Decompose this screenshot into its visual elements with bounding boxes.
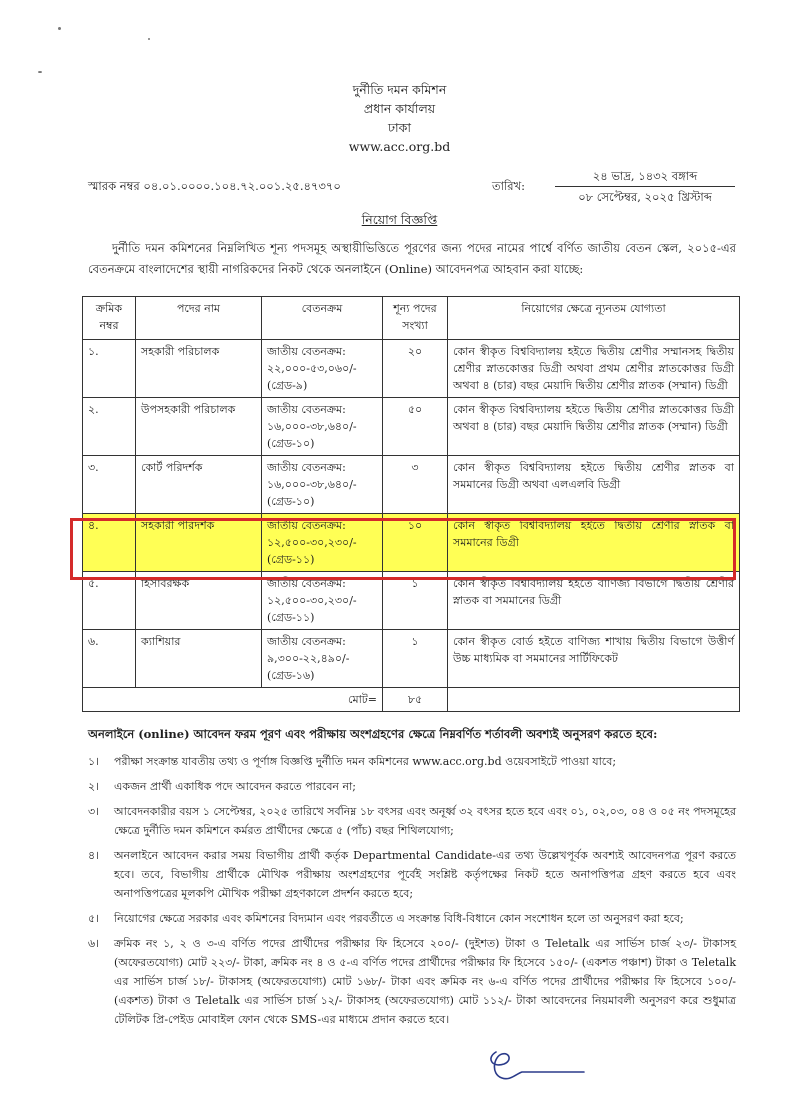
cell-scale: জাতীয় বেতনক্রম: ১২,৫০০-৩০,২৩০/- (গ্রেড-১১) bbox=[262, 514, 383, 572]
condition-number: ১। bbox=[88, 755, 100, 768]
scan-speck bbox=[38, 71, 42, 73]
condition-text: অনলাইনে আবেদন করার সময় বিভাগীয় প্রার্থী কর্তৃক Departmental Candidate-এর তথ্য উল্লেখপূর্বক অবশ্যই আবেদনপত্র পূরণ করতে হবে। তবে, বিভাগীয় প্রার্থীকে মৌখিক পরীক্ষায় অংশগ্রহণের পূর্বেই সংশ্লিষ্ট কর্তৃপক্ষের নিকট হতে অনাপত্তিপত্র গ্রহণ করতে হবে এবং অনাপত্তিপত্রের মূলকপি মৌখিক পরীক্ষা গ্রহণকালে প্রদর্শন করতে হবে; bbox=[114, 849, 736, 900]
condition-item bbox=[88, 752, 736, 771]
cell-qualification: কোন স্বীকৃত বিশ্ববিদ্যালয় হইতে দ্বিতীয় শ্রেণীর স্নাতক বা সমমানের ডিগ্রী bbox=[448, 514, 740, 572]
table-header-row bbox=[83, 297, 740, 340]
cell-qualification: কোন স্বীকৃত বিশ্ববিদ্যালয় হইতে দ্বিতীয় শ্রেণীর সম্মানসহ দ্বিতীয় শ্রেণীর স্নাতকোত্তর ডিগ্রী অথবা প্রথম শ্রেণীর স্নাতকোত্তর ডিগ্রী অথবা ৪ (চার) বছর মেয়াদি দ্বিতীয় শ্রেণীর স্নাতক (সম্মান) ডিগ্রী bbox=[448, 340, 740, 398]
vacancy-table bbox=[82, 296, 740, 712]
cell-qualification: কোন স্বীকৃত বিশ্ববিদ্যালয় হইতে দ্বিতীয় শ্রেণীর স্নাতক বা সমমানের ডিগ্রী অথবা এলএলবি ডিগ্রী bbox=[448, 456, 740, 514]
header-vacancy: শূন্য পদের সংখ্যা bbox=[383, 297, 448, 340]
date-block bbox=[555, 166, 735, 207]
header-scale: বেতনক্রম bbox=[262, 297, 383, 340]
cell-post: ক্যাশিয়ার bbox=[136, 630, 262, 688]
cell-vacancy: ২০ bbox=[383, 340, 448, 398]
total-row bbox=[83, 688, 740, 712]
condition-number: ৩। bbox=[88, 805, 100, 818]
header-post: পদের নাম bbox=[136, 297, 262, 340]
cell-serial: ৬. bbox=[83, 630, 136, 688]
cell-qualification: কোন স্বীকৃত বিশ্ববিদ্যালয় হইতে দ্বিতীয় শ্রেণীর স্নাতকোত্তর ডিগ্রী অথবা ৪ (চার) বছর মেয়াদি দ্বিতীয় শ্রেণীর স্নাতক (সম্মান) ডিগ্রী bbox=[448, 398, 740, 456]
cell-qualification: কোন স্বীকৃত বিশ্ববিদ্যালয় হইতে বাণিজ্য বিভাগে দ্বিতীয় শ্রেণীর স্নাতক বা সমমানের ডিগ্রী bbox=[448, 572, 740, 630]
date-gregorian: ০৮ সেপ্টেম্বর, ২০২৫ খ্রিস্টাব্দ bbox=[578, 190, 712, 204]
date-label: তারিখ: bbox=[492, 179, 526, 193]
total-value: ৮৫ bbox=[383, 688, 448, 712]
cell-post: হিসাবরক্ষক bbox=[136, 572, 262, 630]
cell-scale: জাতীয় বেতনক্রম: ৯,৩০০-২২,৪৯০/- (গ্রেড-১৬) bbox=[262, 630, 383, 688]
cell-vacancy: ১ bbox=[383, 630, 448, 688]
cell-serial: ২. bbox=[83, 398, 136, 456]
office-name: প্রধান কার্যালয় bbox=[363, 101, 436, 116]
cell-post: সহকারী পরিদর্শক bbox=[136, 514, 262, 572]
memo-number: স্মারক নম্বর ০৪.০১.০০০০.১০৪.৭২.০০১.২৫.৪৭৩৭০ bbox=[88, 179, 341, 193]
cell-vacancy: ৫০ bbox=[383, 398, 448, 456]
table-row bbox=[83, 398, 740, 456]
date-bangla: ২৪ ভাদ্র, ১৪৩২ বঙ্গাব্দ bbox=[555, 166, 735, 187]
condition-item bbox=[88, 909, 736, 928]
cell-vacancy: ১০ bbox=[383, 514, 448, 572]
condition-text: পরীক্ষা সংক্রান্ত যাবতীয় তথ্য ও পূর্ণাঙ্গ বিজ্ঞপ্তি দুর্নীতি দমন কমিশনের www.acc.org.bd ওয়েবসাইটে পাওয়া যাবে; bbox=[114, 755, 617, 768]
condition-item bbox=[88, 846, 736, 903]
cell-post: কোর্ট পরিদর্শক bbox=[136, 456, 262, 514]
condition-text: আবেদনকারীর বয়স ১ সেপ্টেম্বর, ২০২৫ তারিখে সর্বনিম্ন ১৮ বৎসর এবং অনূর্ধ্ব ৩২ বৎসর হতে হবে এবং ০১, ০২,০৩, ০৪ ও ০৫ নং পদসমূহের ক্ষেত্রে দুর্নীতি দমন কমিশনে কর্মরত প্রার্থীদের ক্ষেত্রে ৫ (পাঁচ) বছর শিথিলযোগ্য; bbox=[114, 805, 736, 837]
condition-number: ২। bbox=[88, 780, 100, 793]
signature-icon bbox=[480, 1044, 590, 1090]
conditions-list bbox=[88, 752, 736, 1035]
cell-scale: জাতীয় বেতনক্রম: ১৬,০০০-৩৮,৬৪০/- (গ্রেড-১০) bbox=[262, 456, 383, 514]
table-row bbox=[83, 572, 740, 630]
condition-text: নিয়োগের ক্ষেত্রে সরকার এবং কমিশনের বিদ্যমান এবং পরবর্তীতে এ সংক্রান্ত বিধি-বিধানে কোন সংশোধন হলে তা অনুসরণ করা হবে; bbox=[114, 912, 684, 925]
scan-speck bbox=[148, 38, 150, 40]
cell-serial: ৩. bbox=[83, 456, 136, 514]
org-name: দুর্নীতি দমন কমিশন bbox=[352, 82, 447, 97]
header-serial: ক্রমিক নম্বর bbox=[83, 297, 136, 340]
cell-serial: ৫. bbox=[83, 572, 136, 630]
table-row bbox=[83, 456, 740, 514]
table-row-highlighted bbox=[83, 514, 740, 572]
city-name: ঢাকা bbox=[387, 120, 412, 135]
cell-vacancy: ৩ bbox=[383, 456, 448, 514]
website-text: www.acc.org.bd bbox=[348, 139, 451, 154]
condition-number: ৫। bbox=[88, 912, 100, 925]
cell-scale: জাতীয় বেতনক্রম: ১২,৫০০-৩০,২৩০/- (গ্রেড-১১) bbox=[262, 572, 383, 630]
condition-item bbox=[88, 777, 736, 796]
scan-speck bbox=[58, 27, 61, 30]
cell-post: উপসহকারী পরিচালক bbox=[136, 398, 262, 456]
table-row bbox=[83, 340, 740, 398]
notice-title-text: নিয়োগ বিজ্ঞপ্তি bbox=[361, 212, 438, 227]
intro-paragraph: দুর্নীতি দমন কমিশনের নিম্নলিখিত শূন্য পদসমূহ অস্থায়ীভিত্তিতে পূরণের জন্য পদের নামের পার্শ্বে বর্ণিত জাতীয় বেতন স্কেল, ২০১৫-এর বেতনক্রমে বাংলাদেশের স্থায়ী নাগরিকদের নিকট থেকে অনলাইনে (Online) আবেদনপত্র আহবান করা যাচ্ছে: bbox=[88, 241, 736, 276]
condition-number: ৪। bbox=[88, 849, 100, 862]
cell-scale: জাতীয় বেতনক্রম: ২২,০০০-৫৩,০৬০/- (গ্রেড-৯) bbox=[262, 340, 383, 398]
total-empty-cell bbox=[448, 688, 740, 712]
cell-vacancy: ১ bbox=[383, 572, 448, 630]
condition-text: একজন প্রার্থী একাধিক পদে আবেদন করতে পারবেন না; bbox=[114, 780, 356, 793]
condition-item bbox=[88, 934, 736, 1029]
cell-scale: জাতীয় বেতনক্রম: ১৬,০০০-৩৮,৬৪০/- (গ্রেড-১০) bbox=[262, 398, 383, 456]
total-label: মোট= bbox=[83, 688, 383, 712]
cell-post: সহকারী পরিচালক bbox=[136, 340, 262, 398]
notice-title bbox=[0, 212, 799, 232]
cell-serial: ১. bbox=[83, 340, 136, 398]
condition-item bbox=[88, 802, 736, 840]
header-qualification: নিয়োগের ক্ষেত্রে ন্যূনতম যোগ্যতা bbox=[448, 297, 740, 340]
cell-serial: ৪. bbox=[83, 514, 136, 572]
condition-number: ৬। bbox=[88, 937, 100, 950]
table-row bbox=[83, 630, 740, 688]
conditions-title: অনলাইনে (online) আবেদন ফরম পূরণ এবং পরীক্ষায় অংশগ্রহণের ক্ষেত্রে নিম্নবর্ণিত শর্তাবলী অবশ্যই অনুসরণ করতে হবে: bbox=[88, 727, 658, 741]
document-header bbox=[0, 80, 799, 156]
condition-text: ক্রমিক নং ১, ২ ও ৩-এ বর্ণিত পদের প্রার্থীদের পরীক্ষার ফি হিসেবে ২০০/- (দুইশত) টাকা ও Teletalk এর সার্ভিস চার্জ ২৩/- টাকাসহ (অফেরতযোগ্য) মোট ২২৩/- টাকা, ক্রমিক নং ৪ ও ৫-এ বর্ণিত পদের প্রার্থীদের পরীক্ষার ফি হিসেবে ১৫০/- (একশত পঞ্চাশ) টাকা ও Teletalk এর সার্ভিস চার্জ ১৮/- টাকাসহ (অফেরতযোগ্য) মোট ১৬৮/- টাকা এবং ক্রমিক নং ৬-এ বর্ণিত পদের প্রার্থীদের পরীক্ষার ফি হিসেবে ১০০/- (একশত) টাকা ও Teletalk এর সার্ভিস চার্জ ১২/- টাকাসহ (অফেরতযোগ্য) মোট ১১২/- টাকা আবেদনের নিয়মাবলী অনুসরণ করে শুধুমাত্র টেলিটক প্রি-পেইড মোবাইল ফোন থেকে SMS-এর মাধ্যমে প্রদান করতে হবে। bbox=[114, 937, 736, 1026]
cell-qualification: কোন স্বীকৃত বোর্ড হইতে বাণিজ্য শাখায় দ্বিতীয় বিভাগে উত্তীর্ণ উচ্চ মাধ্যমিক বা সমমানের সার্টিফিকেট bbox=[448, 630, 740, 688]
